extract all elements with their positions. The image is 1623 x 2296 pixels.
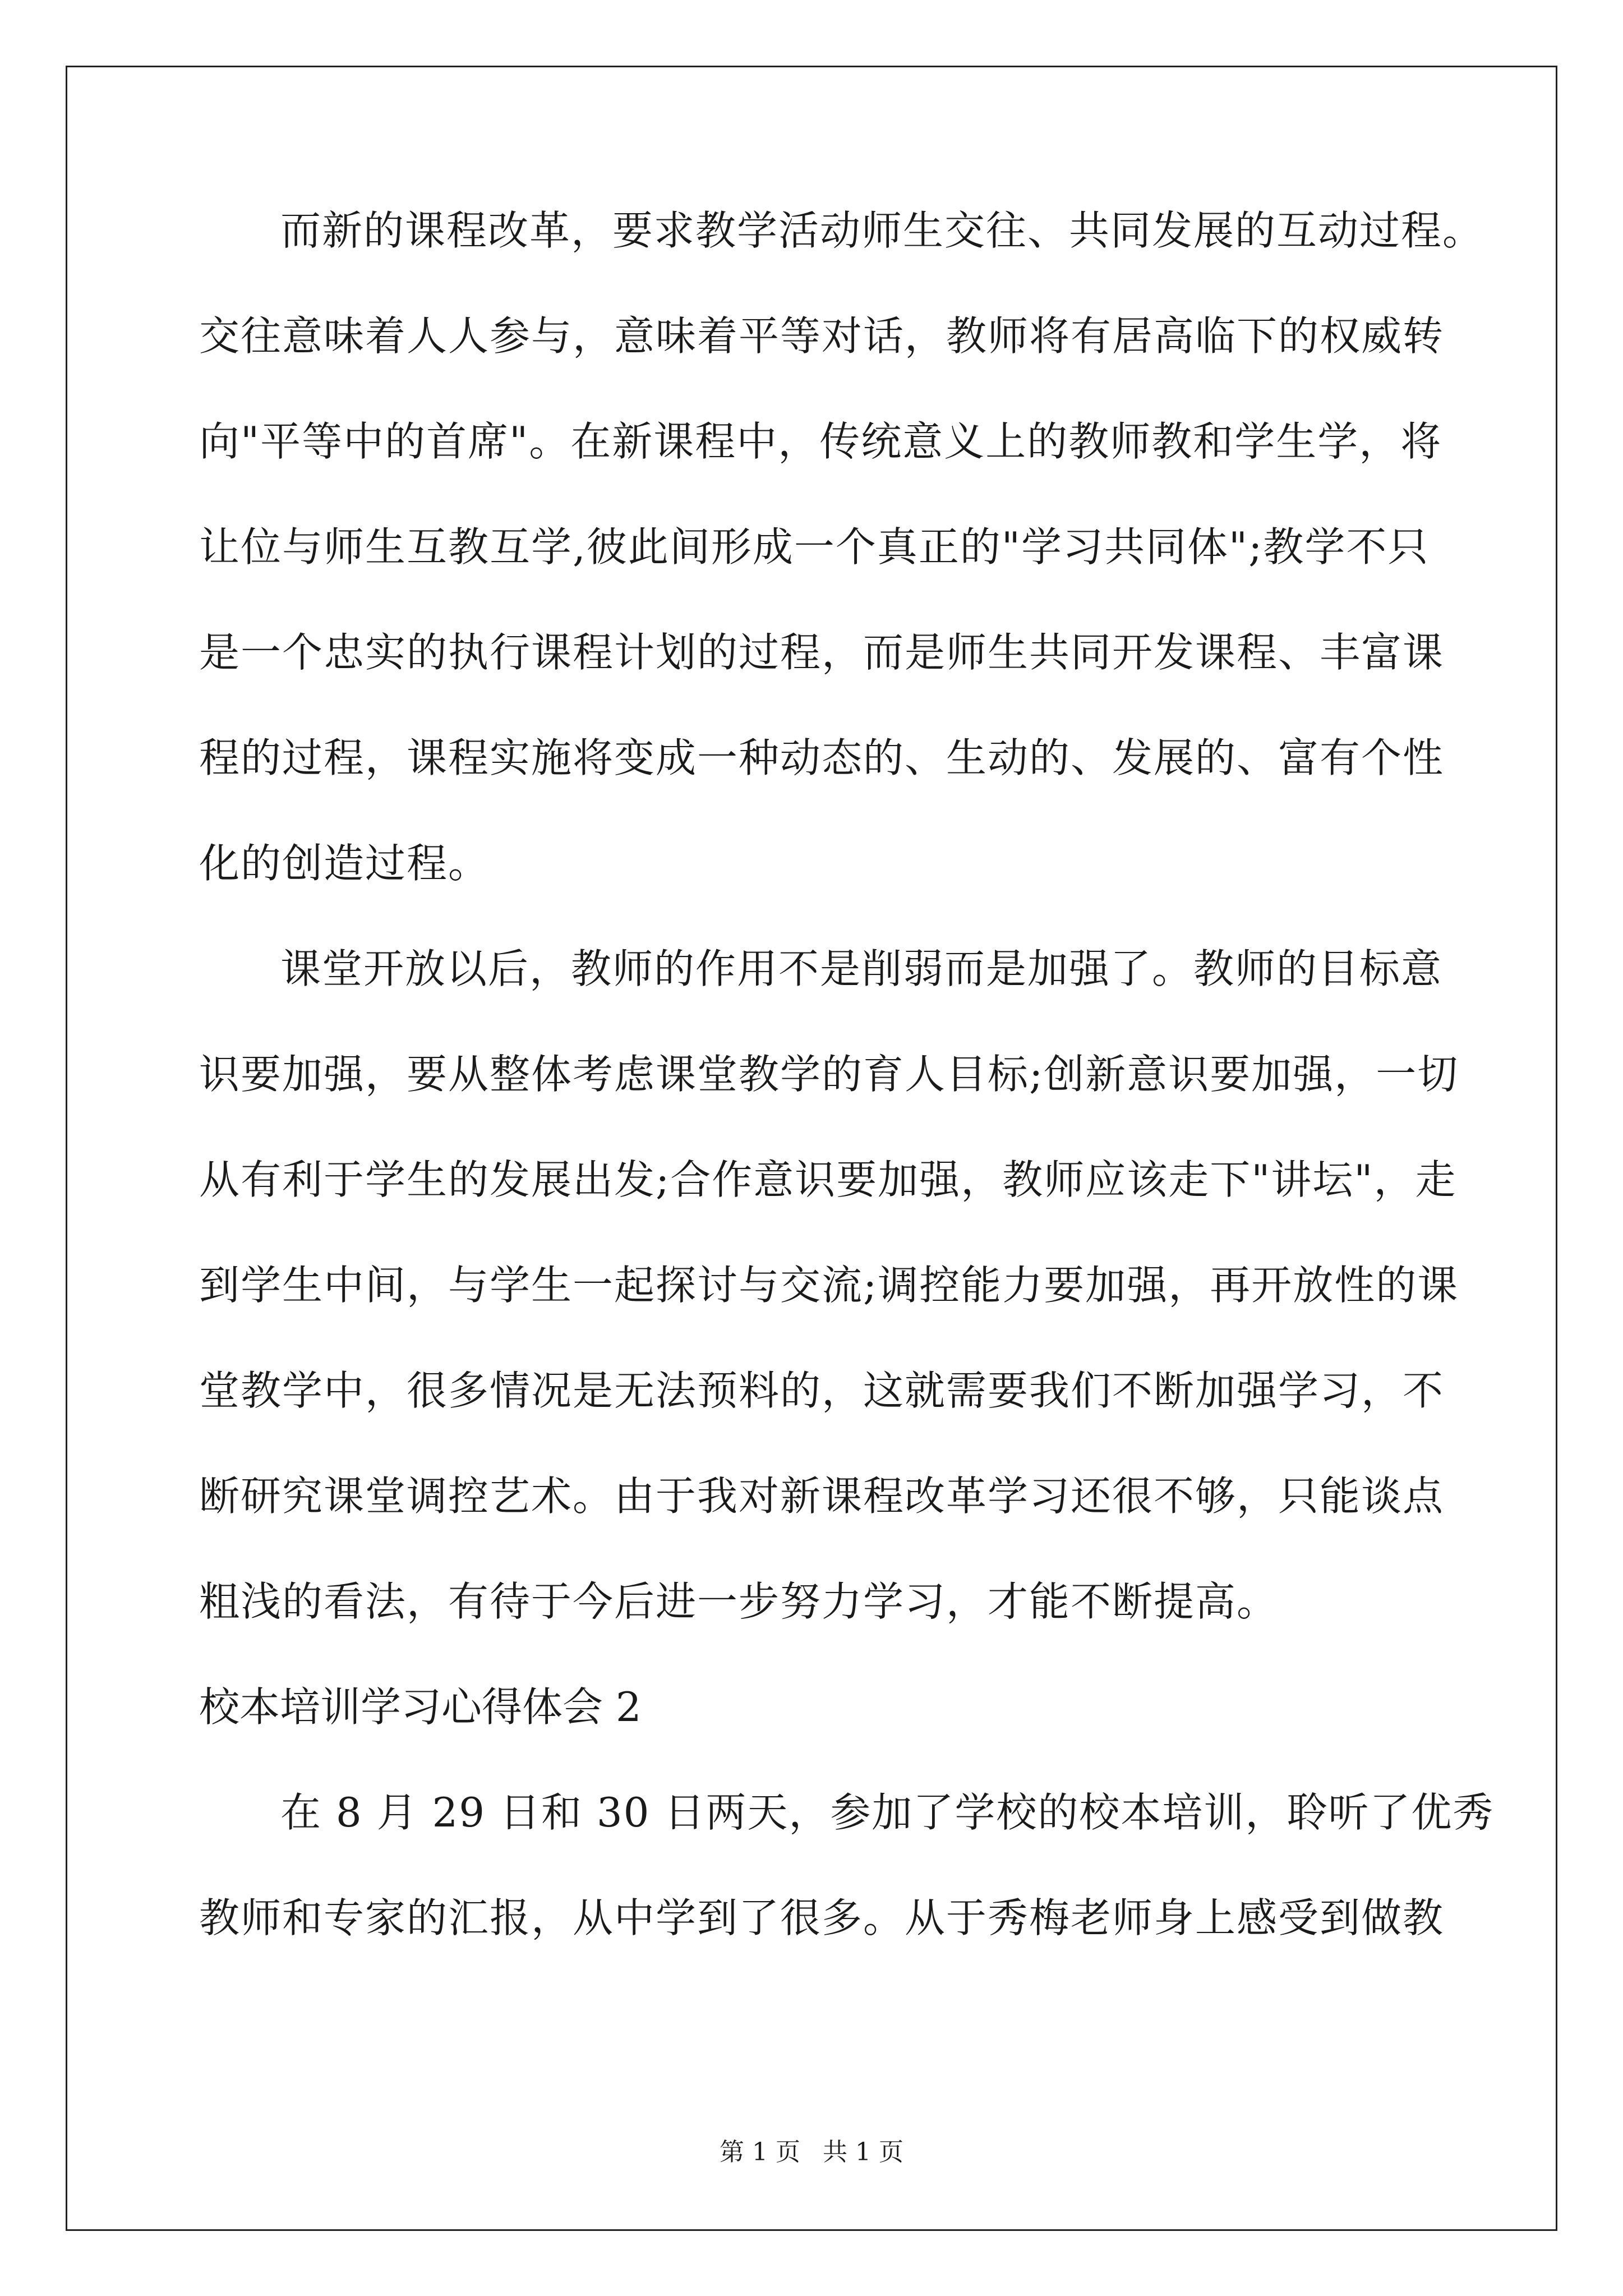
paragraph-line: 是一个忠实的执行课程计划的过程，而是师生共同开发课程、丰富课	[199, 629, 1445, 676]
paragraph-line: 程的过程，课程实施将变成一种动态的、生动的、发展的、富有个性	[199, 734, 1445, 781]
paragraph-line: 让位与师生互教互学,彼此间形成一个真正的"学习共同体";教学不只	[199, 523, 1430, 570]
section-heading: 校本培训学习心得体会 2	[199, 1683, 642, 1731]
page-number-current: 第 1 页	[720, 2138, 800, 2166]
paragraph-line: 到学生中间，与学生一起探讨与交流;调控能力要加强，再开放性的课	[199, 1262, 1459, 1309]
page-number-total: 共 1 页	[823, 2138, 903, 2166]
paragraph-line: 课堂开放以后，教师的作用不是削弱而是加强了。教师的目标意	[280, 945, 1443, 992]
page-footer	[0, 2140, 1623, 2165]
paragraph-line: 识要加强，要从整体考虑课堂教学的育人目标;创新意识要加强，一切	[199, 1051, 1459, 1098]
paragraph-line: 交往意味着人人参与，意味着平等对话，教师将有居高临下的权威转	[199, 312, 1445, 360]
paragraph-line: 粗浅的看法，有待于今后进一步努力学习，才能不断提高。	[199, 1578, 1279, 1625]
paragraph-line: 向"平等中的首席"。在新课程中，传统意义上的教师教和学生学，将	[199, 418, 1442, 465]
paragraph-line: 而新的课程改革，要求教学活动师生交往、共同发展的互动过程。	[280, 207, 1484, 254]
paragraph-line: 化的创造过程。	[199, 840, 490, 887]
document-body	[199, 207, 1495, 2003]
paragraph-line: 在 8 月 29 日和 30 日两天，参加了学校的校本培训，聆听了优秀	[280, 1789, 1495, 1836]
paragraph-line: 教师和专家的汇报，从中学到了很多。从于秀梅老师身上感受到做教	[199, 1894, 1445, 1941]
paragraph-line: 从有利于学生的发展出发;合作意识要加强，教师应该走下"讲坛"，走	[199, 1156, 1457, 1203]
paragraph-line: 堂教学中，很多情况是无法预料的，这就需要我们不断加强学习，不	[199, 1367, 1445, 1414]
paragraph-line: 断研究课堂调控艺术。由于我对新课程改革学习还很不够，只能谈点	[199, 1473, 1445, 1520]
